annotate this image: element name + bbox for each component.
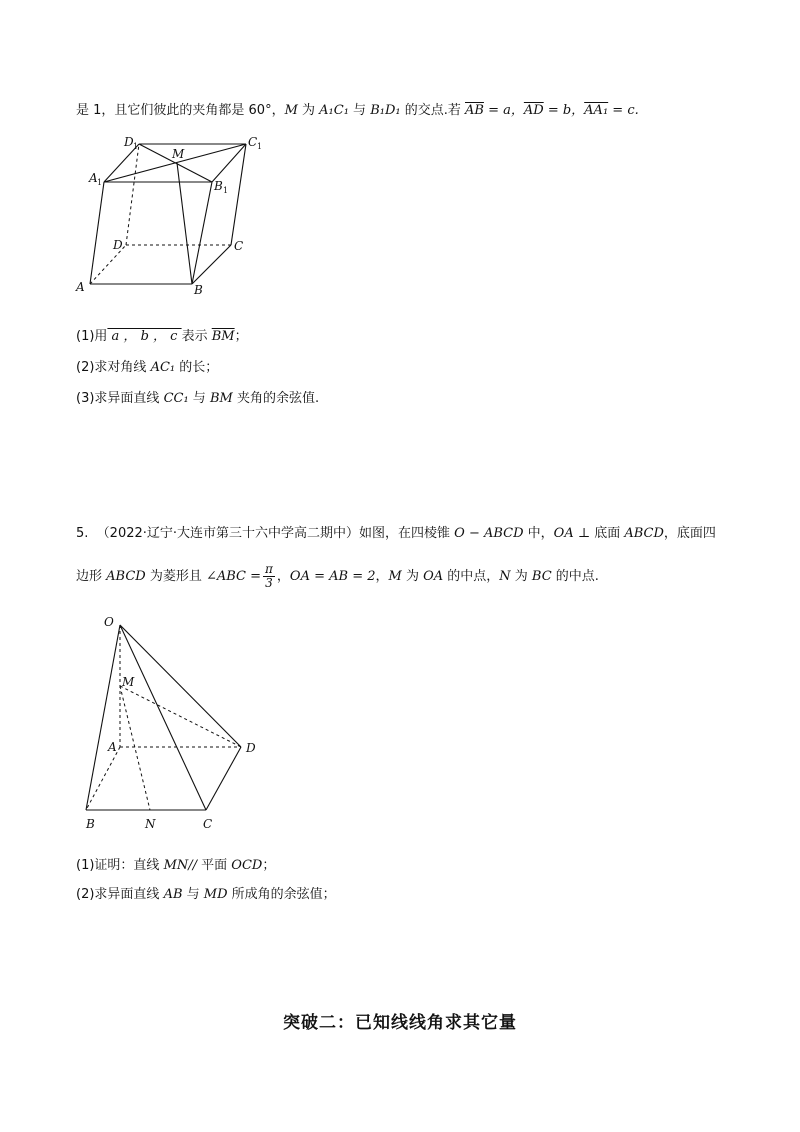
segment-mn (120, 686, 150, 810)
edge-oc (120, 625, 206, 810)
edge-bc (192, 245, 231, 284)
problem4-q2: (2)求对角线 AC₁ 的长； (76, 360, 219, 375)
hidden-edge-dd1 (126, 144, 139, 245)
problem5-line2: 边形 ABCD 为菱形且 ∠ABC = $\frac{\pi}{3}$ ，OA = AB = 2，M 为 OA 的中点，N 为 BC 的中点. (76, 562, 599, 590)
label-b1: B (214, 179, 223, 193)
label-a: A (76, 280, 85, 294)
label-d1: D (124, 135, 134, 149)
label-b1-sub: 1 (223, 186, 229, 195)
label-a2: A (108, 740, 117, 754)
segment-md (120, 686, 241, 747)
label-m2: M (122, 675, 135, 689)
label-m: M (172, 147, 185, 161)
fraction-pi-over-3: $\frac{\pi}{3}$ (265, 562, 273, 590)
edge-ob (86, 625, 120, 810)
label-b2: B (86, 817, 95, 831)
problem4-q1: (1)用 a ， b ， c 表示 $\overline{BM}$； (76, 329, 248, 344)
segment-bm (177, 163, 192, 284)
edge-aa1 (90, 182, 104, 284)
problem5-q2: (2)求异面直线 AB 与 MD 所成角的余弦值； (76, 887, 336, 902)
pyramid-figure (86, 625, 241, 810)
label-n2: N (145, 817, 156, 831)
edge-od (120, 625, 241, 747)
section-heading: 突破二：已知线线角求其它量 (283, 1013, 517, 1033)
edge-bb1 (192, 182, 212, 284)
label-d: D (113, 238, 123, 252)
edge-cc1 (231, 144, 246, 245)
label-a1: A (89, 171, 98, 185)
label-d1-sub: 1 (133, 142, 139, 151)
problem4-q3: (3)求异面直线 CC₁ 与 BM 夹角的余弦值. (76, 391, 320, 406)
label-c2: C (203, 817, 213, 831)
label-c1: C (248, 135, 258, 149)
label-c1-sub: 1 (257, 142, 263, 151)
label-c: C (234, 239, 244, 253)
hidden-edge-ab (86, 747, 120, 810)
problem5-line1: 5. （2022·辽宁·大连市第三十六中学高二期中）如图，在四棱锥 O − ABCD 中，OA ⊥ 底面 ABCD，底面四 (76, 526, 716, 541)
label-b: B (194, 283, 203, 297)
label-a1-sub: 1 (97, 178, 103, 187)
label-d2: D (246, 741, 256, 755)
edge-cd (206, 747, 241, 810)
problem5-q1: (1)证明：直线 MN// 平面 OCD； (76, 858, 276, 873)
problem4-intro: 是 1，且它们彼此的夹角都是 60°，M 为 A₁C₁ 与 B₁D₁ 的交点.若 $\overline{AB} = a$，$\overline{AD} = b$，AA₁ = c. (76, 103, 639, 118)
label-o: O (104, 615, 114, 629)
